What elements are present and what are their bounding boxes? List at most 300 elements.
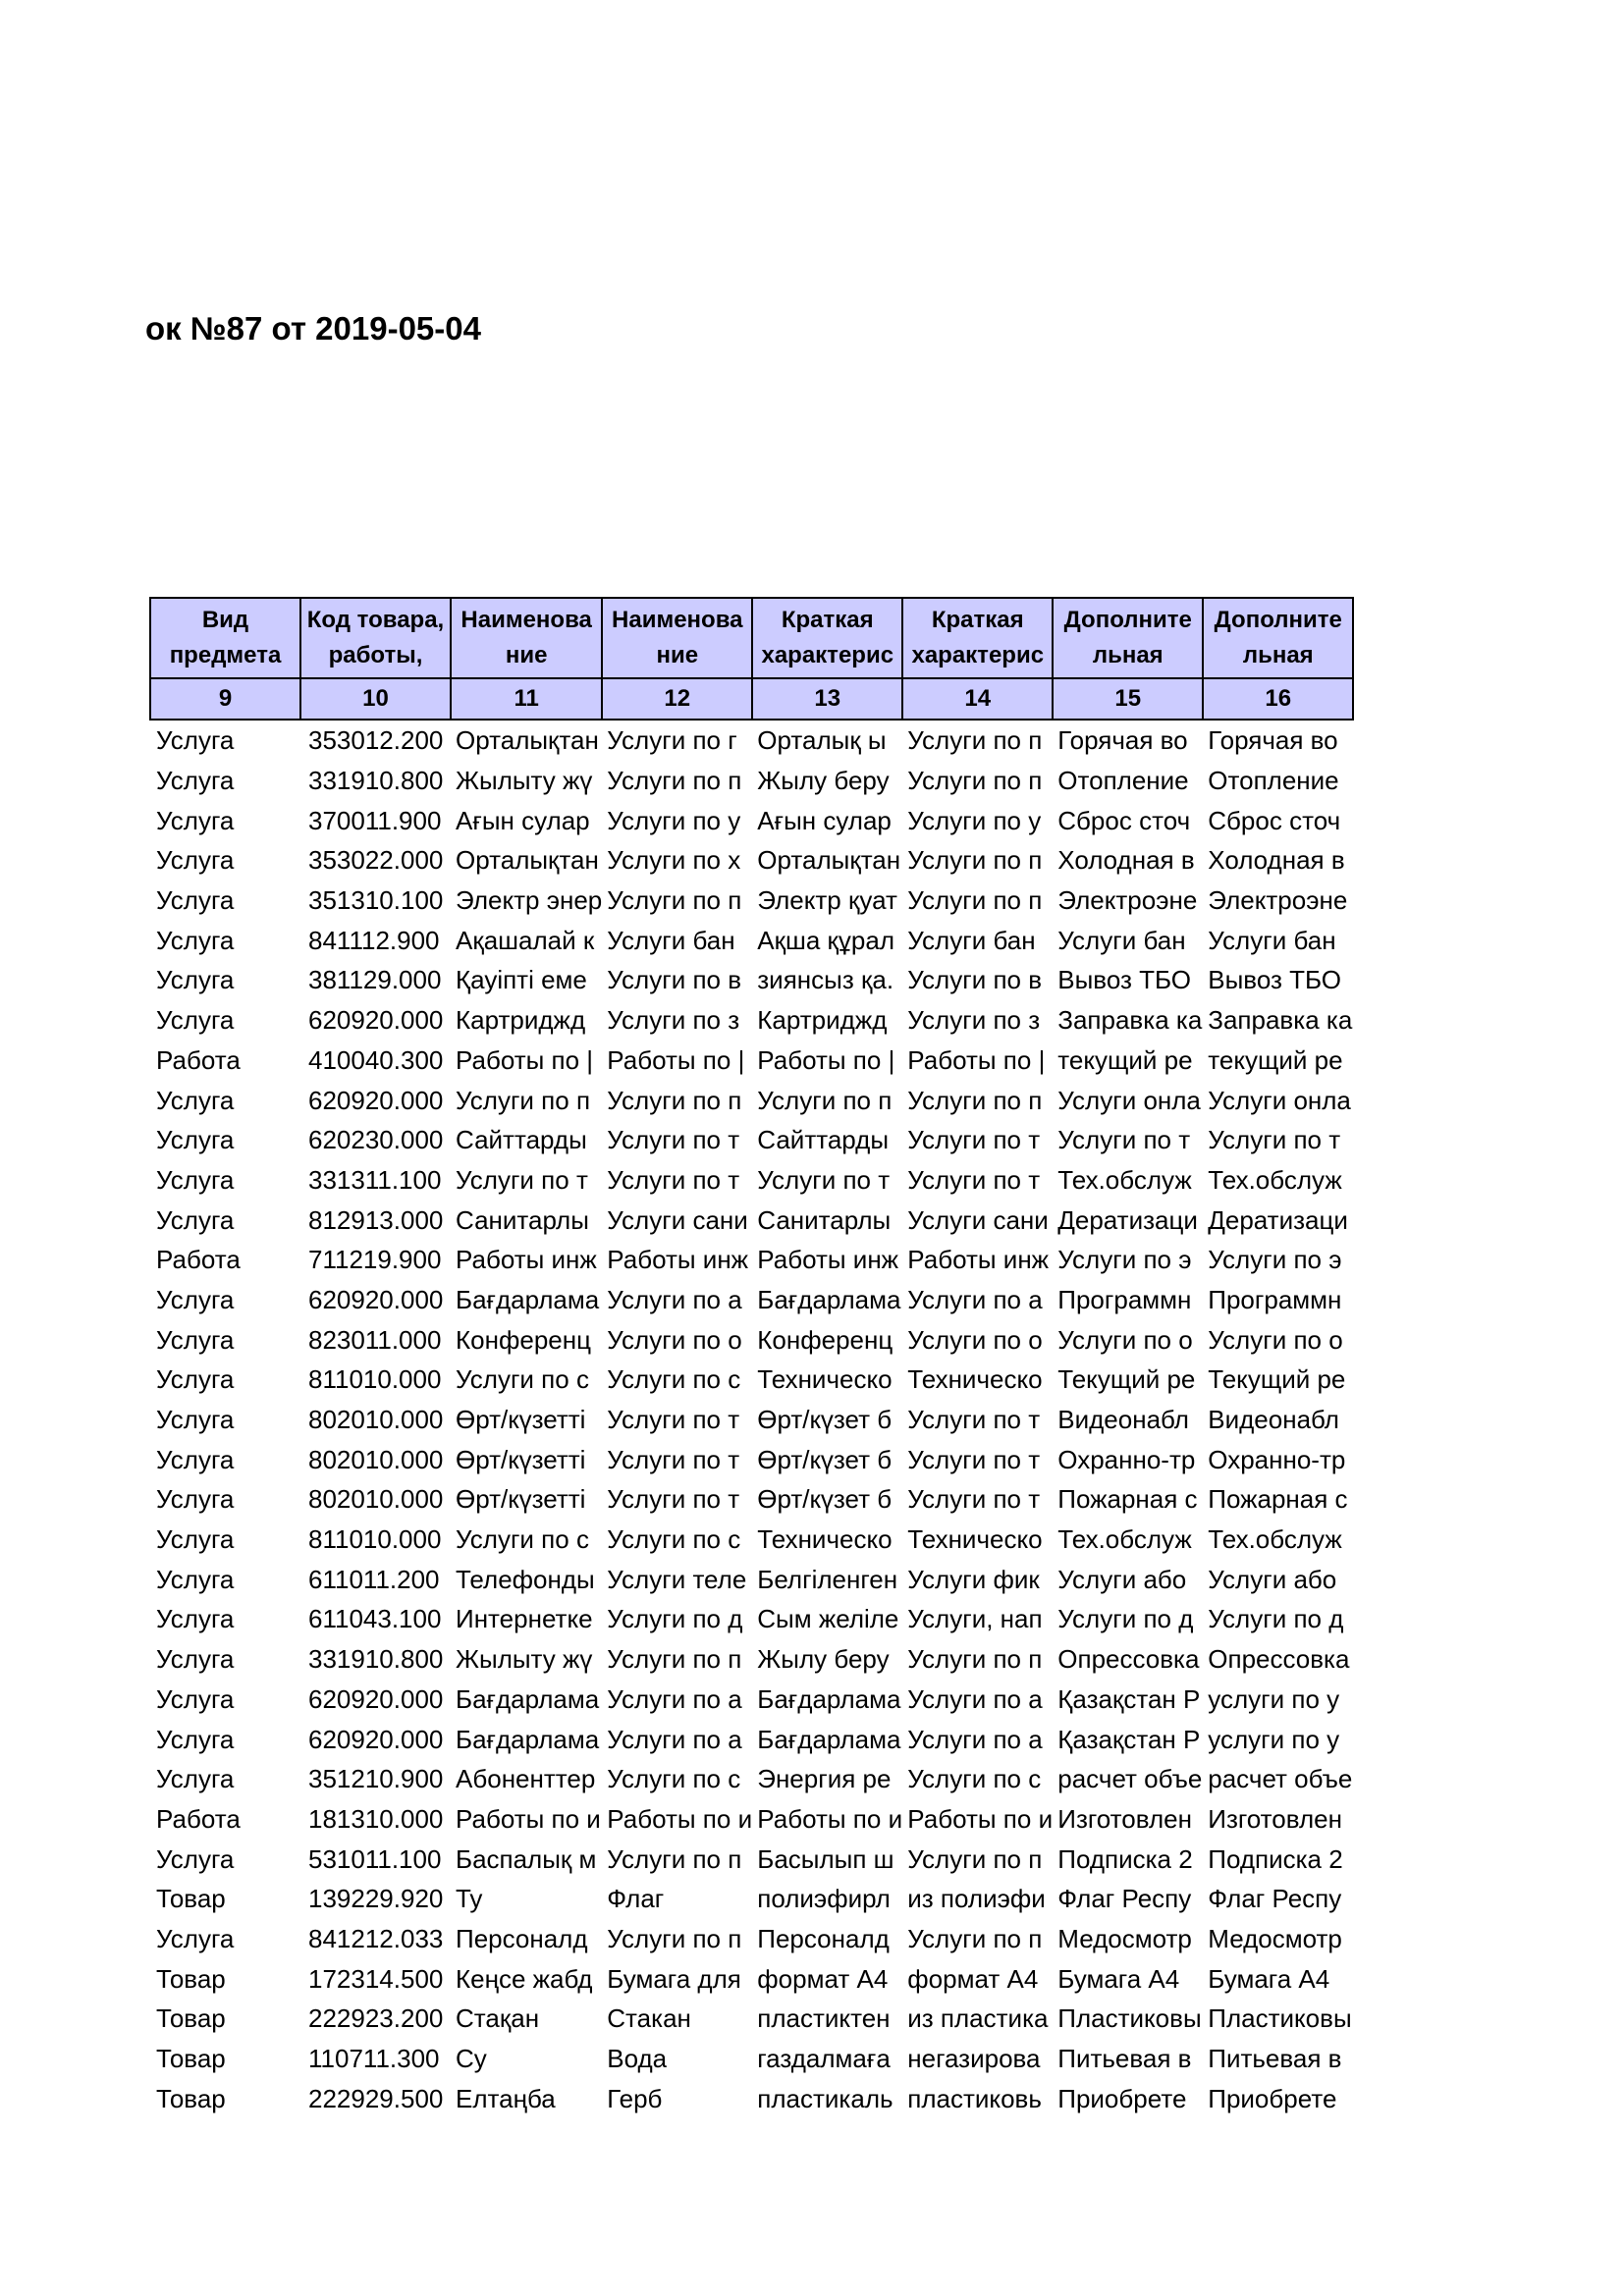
cell-code: 353012.200: [308, 725, 444, 756]
cell-code: 351310.100: [308, 885, 444, 916]
document-title: ок №87 от 2019-05-04: [145, 310, 481, 347]
column-header-line: льная: [1242, 642, 1314, 668]
column-header-line: Краткая: [781, 607, 874, 633]
cell-desc-kz: Энергия ре: [757, 1764, 892, 1794]
cell-name-kz: Санитарлы: [456, 1204, 589, 1235]
cell-name-ru: Услуги по х: [607, 845, 741, 876]
cell-desc-ru: Услуги по п: [907, 885, 1043, 916]
cell-desc-kz: Өрт/күзет б: [757, 1444, 893, 1474]
cell-extra-ru: текущий ре: [1208, 1044, 1343, 1075]
column-header-extra-ru: [1203, 598, 1353, 678]
cell-kind: Услуга: [156, 1324, 235, 1355]
column-header-line: Вид: [201, 607, 249, 633]
table-body: [150, 720, 1353, 2118]
cell-code: 222923.200: [308, 2003, 444, 2034]
cell-desc-ru: Услуги по п: [907, 766, 1043, 796]
cell-extra-ru: Видеонабл: [1208, 1405, 1339, 1435]
cell-name-ru: Услуги по п: [607, 766, 742, 796]
cell-name-ru: Услуги по г: [607, 725, 737, 756]
cell-name-kz: Су: [456, 2044, 487, 2074]
cell-desc-ru: Услуги бан: [907, 925, 1036, 955]
cell-kind: Товар: [156, 1963, 226, 1994]
cell-name-ru: Стакан: [607, 2003, 691, 2034]
cell-name-kz: Баспалық м: [456, 1843, 597, 1874]
cell-extra-ru: Текущий ре: [1208, 1364, 1346, 1395]
cell-code: 811010.000: [308, 1524, 442, 1555]
cell-name-kz: Ту: [456, 1884, 483, 1914]
cell-kind: Услуга: [156, 1644, 235, 1675]
table-row: [150, 1000, 1353, 1041]
cell-desc-ru: Услуги по в: [907, 965, 1043, 995]
table-row: [150, 1520, 1353, 1560]
cell-kind: Услуга: [156, 1604, 235, 1634]
cell-extra-kz: Услуги онла: [1057, 1085, 1201, 1115]
cell-desc-ru: Услуги по п: [907, 1644, 1043, 1675]
cell-desc-ru: Услуги по п: [907, 725, 1043, 756]
cell-name-ru: Герб: [607, 2083, 663, 2113]
cell-kind: Услуга: [156, 1923, 235, 1953]
cell-name-ru: Вода: [607, 2044, 668, 2074]
cell-code: 802010.000: [308, 1405, 444, 1435]
cell-code: 620920.000: [308, 1683, 444, 1714]
cell-extra-ru: Охранно-тр: [1208, 1444, 1346, 1474]
column-header-line: Наименова: [460, 607, 592, 633]
cell-desc-ru: Работы инж: [907, 1245, 1050, 1275]
cell-code: 351210.900: [308, 1764, 444, 1794]
cell-desc-kz: Работы инж: [757, 1245, 899, 1275]
cell-extra-ru: Услуги по о: [1208, 1324, 1343, 1355]
cell-extra-kz: Медосмотр: [1057, 1923, 1192, 1953]
cell-extra-ru: Услуги бан: [1208, 925, 1336, 955]
table-row: [150, 1240, 1353, 1280]
cell-name-kz: Интернетке: [456, 1604, 593, 1634]
cell-desc-kz: Бағдарлама: [757, 1724, 901, 1754]
column-header-name-kz: [451, 598, 602, 678]
cell-desc-kz: Техническо: [757, 1364, 893, 1395]
cell-extra-kz: Изготовлен: [1057, 1803, 1192, 1834]
cell-kind: Услуга: [156, 1164, 235, 1195]
cell-desc-ru: Услуги по п: [907, 1923, 1043, 1953]
cell-desc-ru: Услуги сани: [907, 1204, 1049, 1235]
cell-name-ru: Работы инж: [607, 1245, 749, 1275]
cell-name-kz: Қауіпті еме: [456, 965, 587, 995]
cell-kind: Работа: [156, 1044, 241, 1075]
procurement-table: [149, 597, 1354, 2118]
cell-name-ru: Флаг: [607, 1884, 665, 1914]
cell-extra-kz: Қазақстан Р: [1057, 1724, 1201, 1754]
cell-extra-ru: Пожарная с: [1208, 1484, 1348, 1515]
cell-kind: Услуга: [156, 1085, 235, 1115]
cell-kind: Услуга: [156, 1683, 235, 1714]
cell-code: 110711.300: [308, 2044, 440, 2074]
cell-extra-kz: Отопление: [1057, 766, 1189, 796]
table-row: [150, 1599, 1353, 1639]
cell-name-ru: Услуги бан: [607, 925, 735, 955]
cell-name-ru: Услуги по а: [607, 1284, 742, 1314]
cell-desc-kz: Электр қуат: [757, 885, 897, 916]
cell-desc-kz: пластиктен: [757, 2003, 891, 2034]
column-header-line: работы,: [328, 642, 423, 668]
cell-name-ru: Услуги по а: [607, 1724, 742, 1754]
cell-name-ru: Услуги по п: [607, 1085, 742, 1115]
cell-code: 611011.200: [308, 1564, 440, 1594]
column-number: 15: [1053, 678, 1203, 720]
column-header-kind: [150, 598, 300, 678]
cell-desc-ru: Услуги фик: [907, 1564, 1040, 1594]
cell-desc-kz: Работы по и: [757, 1803, 903, 1834]
column-number: 14: [902, 678, 1053, 720]
cell-extra-kz: Услуги по э: [1057, 1245, 1192, 1275]
table-row: [150, 2039, 1353, 2079]
cell-code: 370011.900: [308, 805, 442, 835]
cell-extra-ru: Горячая во: [1208, 725, 1338, 756]
column-header-line: ние: [505, 642, 548, 668]
column-header-line: Дополните: [1063, 607, 1192, 633]
cell-extra-ru: Пластиковы: [1208, 2003, 1352, 2034]
cell-name-kz: Орталықтан: [456, 845, 599, 876]
cell-code: 812913.000: [308, 1204, 444, 1235]
cell-kind: Услуга: [156, 845, 235, 876]
table-row: [150, 881, 1353, 921]
cell-name-ru: Работы по и: [607, 1803, 753, 1834]
table-row: [150, 1680, 1353, 1720]
table-row: [150, 1080, 1353, 1120]
cell-code: 410040.300: [308, 1044, 444, 1075]
cell-name-kz: Работы инж: [456, 1245, 597, 1275]
column-number: 11: [451, 678, 602, 720]
column-number: 10: [300, 678, 451, 720]
cell-code: 841212.033: [308, 1923, 444, 1953]
cell-desc-kz: полиэфирл: [757, 1884, 891, 1914]
cell-code: 620920.000: [308, 1284, 444, 1314]
cell-desc-kz: Бағдарлама: [757, 1683, 901, 1714]
cell-extra-kz: Услуги по д: [1057, 1604, 1194, 1634]
cell-extra-ru: Приобрете: [1208, 2083, 1337, 2113]
cell-code: 841112.900: [308, 925, 440, 955]
cell-name-kz: Персоналд: [456, 1923, 588, 1953]
cell-extra-kz: Опрессовка: [1057, 1644, 1200, 1675]
cell-name-kz: Телефонды: [456, 1564, 595, 1594]
table-row: [150, 1639, 1353, 1680]
cell-name-ru: Услуги по о: [607, 1324, 742, 1355]
cell-name-kz: Ағын сулар: [456, 805, 590, 835]
cell-name-kz: Услуги по с: [456, 1524, 589, 1555]
cell-code: 331910.800: [308, 766, 444, 796]
cell-name-ru: Услуги по п: [607, 1644, 742, 1675]
cell-kind: Услуга: [156, 1405, 235, 1435]
column-header-line: льная: [1092, 642, 1164, 668]
cell-name-ru: Услуги по т: [607, 1484, 740, 1515]
cell-code: 611043.100: [308, 1604, 442, 1634]
cell-code: 531011.100: [308, 1843, 442, 1874]
cell-desc-ru: Услуги по п: [907, 845, 1043, 876]
cell-code: 823011.000: [308, 1324, 442, 1355]
cell-extra-kz: Қазақстан Р: [1057, 1683, 1201, 1714]
cell-extra-kz: Услуги по т: [1057, 1125, 1191, 1155]
cell-desc-kz: Өрт/күзет б: [757, 1484, 893, 1515]
cell-desc-kz: Конференц: [757, 1324, 893, 1355]
cell-extra-kz: Бумага А4: [1057, 1963, 1180, 1994]
table-row: [150, 1360, 1353, 1400]
cell-code: 222929.500: [308, 2083, 444, 2113]
cell-extra-ru: Медосмотр: [1208, 1923, 1342, 1953]
table-row: [150, 1919, 1353, 1959]
cell-name-kz: Ақашалай к: [456, 925, 595, 955]
cell-desc-ru: Услуги по п: [907, 1843, 1043, 1874]
cell-name-kz: Өрт/күзетті: [456, 1484, 586, 1515]
cell-desc-ru: Работы по |: [907, 1044, 1046, 1075]
cell-name-kz: Орталықтан: [456, 725, 599, 756]
cell-desc-ru: Техническо: [907, 1364, 1043, 1395]
cell-extra-kz: Пластиковы: [1057, 2003, 1202, 2034]
cell-desc-ru: Услуги по у: [907, 805, 1042, 835]
cell-code: 620920.000: [308, 1724, 444, 1754]
cell-desc-kz: Сайттарды: [757, 1125, 890, 1155]
table-row: [150, 1999, 1353, 2039]
cell-name-ru: Услуги по с: [607, 1364, 741, 1395]
column-header-desc-ru: [902, 598, 1053, 678]
cell-code: 331311.100: [308, 1164, 442, 1195]
cell-desc-ru: Услуги по о: [907, 1324, 1043, 1355]
cell-extra-kz: Охранно-тр: [1057, 1444, 1196, 1474]
cell-name-kz: Өрт/күзетті: [456, 1444, 586, 1474]
cell-extra-kz: Услуги або: [1057, 1564, 1187, 1594]
cell-name-ru: Услуги по т: [607, 1125, 740, 1155]
cell-name-kz: Услуги по п: [456, 1085, 591, 1115]
column-header-line: характерис: [911, 642, 1045, 668]
cell-kind: Услуга: [156, 1564, 235, 1594]
cell-name-ru: Услуги по у: [607, 805, 741, 835]
table-row: [150, 1439, 1353, 1479]
cell-kind: Услуга: [156, 766, 235, 796]
column-header-desc-kz: [752, 598, 902, 678]
cell-desc-kz: пластикаль: [757, 2083, 893, 2113]
table-row: [150, 1400, 1353, 1440]
table-row: [150, 761, 1353, 801]
cell-desc-ru: Услуги по т: [907, 1405, 1041, 1435]
table-row: [150, 960, 1353, 1000]
table-row: [150, 1759, 1353, 1799]
cell-desc-ru: Услуги по а: [907, 1724, 1043, 1754]
cell-name-kz: Услуги по т: [456, 1164, 588, 1195]
column-number: 16: [1203, 678, 1353, 720]
cell-extra-kz: Тех.обслуж: [1057, 1164, 1192, 1195]
cell-extra-kz: Сброс сточ: [1057, 805, 1191, 835]
cell-name-kz: Работы по и: [456, 1803, 601, 1834]
cell-code: 811010.000: [308, 1364, 442, 1395]
column-header-code: [300, 598, 451, 678]
cell-desc-ru: из пластика: [907, 2003, 1049, 2034]
table-row: [150, 1559, 1353, 1599]
cell-code: 353022.000: [308, 845, 444, 876]
cell-desc-ru: Услуги по а: [907, 1284, 1043, 1314]
cell-name-ru: Услуги по п: [607, 885, 742, 916]
cell-kind: Работа: [156, 1245, 241, 1275]
cell-kind: Товар: [156, 1884, 226, 1914]
cell-name-kz: Электр энер: [456, 885, 603, 916]
table-row: [150, 1280, 1353, 1320]
cell-extra-ru: Флаг Респу: [1208, 1884, 1342, 1914]
cell-desc-ru: Услуги по т: [907, 1164, 1041, 1195]
cell-extra-ru: Опрессовка: [1208, 1644, 1350, 1675]
column-header-line: Код товара,: [306, 607, 445, 633]
cell-kind: Услуга: [156, 1204, 235, 1235]
table-row: [150, 1120, 1353, 1160]
cell-code: 620230.000: [308, 1125, 444, 1155]
cell-extra-ru: Вывоз ТБО: [1208, 965, 1342, 995]
cell-name-kz: Өрт/күзетті: [456, 1405, 586, 1435]
cell-extra-ru: Услуги онла: [1208, 1085, 1351, 1115]
cell-desc-kz: Ақша құрал: [757, 925, 894, 955]
cell-code: 172314.500: [308, 1963, 444, 1994]
cell-name-ru: Услуги по т: [607, 1164, 740, 1195]
cell-name-ru: Услуги по т: [607, 1444, 740, 1474]
cell-kind: Услуга: [156, 1484, 235, 1515]
cell-name-kz: Стақан: [456, 2003, 540, 2034]
cell-name-ru: Услуги по в: [607, 965, 742, 995]
cell-desc-kz: газдалмаға: [757, 2044, 891, 2074]
cell-name-kz: Картриджд: [456, 1005, 586, 1036]
cell-name-kz: Конференц: [456, 1324, 591, 1355]
cell-extra-kz: Услуги по о: [1057, 1324, 1193, 1355]
cell-extra-ru: расчет объе: [1208, 1764, 1353, 1794]
cell-kind: Работа: [156, 1803, 241, 1834]
cell-extra-ru: Отопление: [1208, 766, 1339, 796]
cell-code: 331910.800: [308, 1644, 444, 1675]
cell-desc-kz: формат А4: [757, 1963, 889, 1994]
cell-desc-ru: Работы по и: [907, 1803, 1054, 1834]
cell-extra-ru: Услуги по д: [1208, 1604, 1344, 1634]
cell-extra-ru: Тех.обслуж: [1208, 1524, 1342, 1555]
cell-code: 802010.000: [308, 1444, 444, 1474]
cell-extra-ru: Изготовлен: [1208, 1803, 1342, 1834]
cell-name-kz: Бағдарлама: [456, 1683, 600, 1714]
table-row: [150, 720, 1353, 761]
cell-desc-ru: Услуги по з: [907, 1005, 1041, 1036]
column-header-line: характерис: [761, 642, 894, 668]
cell-desc-kz: Белгіленген: [757, 1564, 898, 1594]
cell-desc-ru: Услуги по т: [907, 1125, 1041, 1155]
cell-extra-ru: Дератизаци: [1208, 1204, 1348, 1235]
table-row: [150, 1479, 1353, 1520]
cell-name-kz: Жылыту жү: [456, 766, 593, 796]
cell-desc-ru: Услуги по с: [907, 1764, 1042, 1794]
cell-extra-ru: Бумага А4: [1208, 1963, 1330, 1994]
cell-name-ru: Услуги по с: [607, 1764, 741, 1794]
cell-name-ru: Услуги теле: [607, 1564, 747, 1594]
cell-desc-ru: Техническо: [907, 1524, 1043, 1555]
table-row: [150, 1879, 1353, 1919]
table-row: [150, 920, 1353, 960]
table-row: [150, 840, 1353, 881]
cell-name-ru: Бумага для: [607, 1963, 741, 1994]
cell-extra-kz: Подписка 2: [1057, 1843, 1193, 1874]
column-number-row: [150, 678, 1353, 720]
column-number: 13: [752, 678, 902, 720]
cell-desc-kz: Услуги по п: [757, 1085, 893, 1115]
cell-kind: Услуга: [156, 1364, 235, 1395]
cell-name-ru: Услуги по с: [607, 1524, 741, 1555]
cell-extra-ru: Подписка 2: [1208, 1843, 1343, 1874]
cell-name-kz: Услуги по с: [456, 1364, 589, 1395]
cell-kind: Услуга: [156, 725, 235, 756]
cell-kind: Услуга: [156, 965, 235, 995]
cell-name-kz: Бағдарлама: [456, 1724, 600, 1754]
cell-kind: Товар: [156, 2003, 226, 2034]
cell-extra-ru: Холодная в: [1208, 845, 1345, 876]
cell-extra-ru: Услуги або: [1208, 1564, 1337, 1594]
cell-extra-ru: Электроэне: [1208, 885, 1348, 916]
column-header-line: предмета: [169, 642, 282, 668]
cell-code: 381129.000: [308, 965, 442, 995]
cell-extra-kz: Программн: [1057, 1284, 1192, 1314]
cell-kind: Услуга: [156, 1764, 235, 1794]
cell-name-kz: Сайттарды: [456, 1125, 587, 1155]
cell-name-ru: Услуги по з: [607, 1005, 740, 1036]
cell-extra-kz: Электроэне: [1057, 885, 1198, 916]
cell-extra-kz: Заправка ка: [1057, 1005, 1203, 1036]
cell-kind: Услуга: [156, 925, 235, 955]
header-row: [150, 598, 1353, 678]
cell-extra-ru: Заправка ка: [1208, 1005, 1353, 1036]
cell-kind: Услуга: [156, 1524, 235, 1555]
cell-desc-kz: Ағын сулар: [757, 805, 892, 835]
cell-extra-kz: Вывоз ТБО: [1057, 965, 1192, 995]
cell-desc-kz: Басылып ш: [757, 1843, 894, 1874]
cell-desc-ru: Услуги по т: [907, 1484, 1041, 1515]
cell-desc-ru: негазирова: [907, 2044, 1041, 2074]
table-row: [150, 1839, 1353, 1879]
cell-extra-ru: услуги по у: [1208, 1724, 1340, 1754]
cell-kind: Товар: [156, 2083, 226, 2113]
cell-kind: Услуга: [156, 885, 235, 916]
cell-code: 620920.000: [308, 1085, 444, 1115]
cell-extra-ru: услуги по у: [1208, 1683, 1340, 1714]
table-row: [150, 1319, 1353, 1360]
cell-name-kz: Жылыту жү: [456, 1644, 593, 1675]
cell-desc-ru: Услуги по а: [907, 1683, 1043, 1714]
cell-name-kz: Елтаңба: [456, 2083, 556, 2113]
cell-extra-kz: Дератизаци: [1057, 1204, 1198, 1235]
cell-extra-kz: текущий ре: [1057, 1044, 1193, 1075]
cell-code: 802010.000: [308, 1484, 444, 1515]
column-header-extra-kz: [1053, 598, 1203, 678]
cell-desc-ru: Услуги по т: [907, 1444, 1041, 1474]
column-number: 9: [150, 678, 300, 720]
cell-desc-kz: зиянсыз қа.: [757, 965, 894, 995]
cell-extra-ru: Услуги по э: [1208, 1245, 1342, 1275]
cell-extra-kz: Пожарная с: [1057, 1484, 1198, 1515]
table-row: [150, 1041, 1353, 1081]
cell-extra-kz: Приобрете: [1057, 2083, 1187, 2113]
cell-desc-kz: Бағдарлама: [757, 1284, 901, 1314]
cell-name-kz: Бағдарлама: [456, 1284, 600, 1314]
cell-code: 139229.920: [308, 1884, 444, 1914]
cell-kind: Услуга: [156, 1284, 235, 1314]
cell-desc-kz: Санитарлы: [757, 1204, 892, 1235]
cell-extra-ru: Услуги по т: [1208, 1125, 1341, 1155]
cell-desc-kz: Работы по |: [757, 1044, 895, 1075]
cell-extra-kz: расчет объе: [1057, 1764, 1203, 1794]
cell-extra-ru: Питьевая в: [1208, 2044, 1342, 2074]
cell-extra-kz: Тех.обслуж: [1057, 1524, 1192, 1555]
cell-desc-kz: Техническо: [757, 1524, 893, 1555]
cell-desc-kz: Сым желіле: [757, 1604, 899, 1634]
cell-name-ru: Услуги по а: [607, 1683, 742, 1714]
table-row: [150, 800, 1353, 840]
cell-extra-kz: Флаг Респу: [1057, 1884, 1192, 1914]
cell-name-ru: Услуги по п: [607, 1843, 742, 1874]
